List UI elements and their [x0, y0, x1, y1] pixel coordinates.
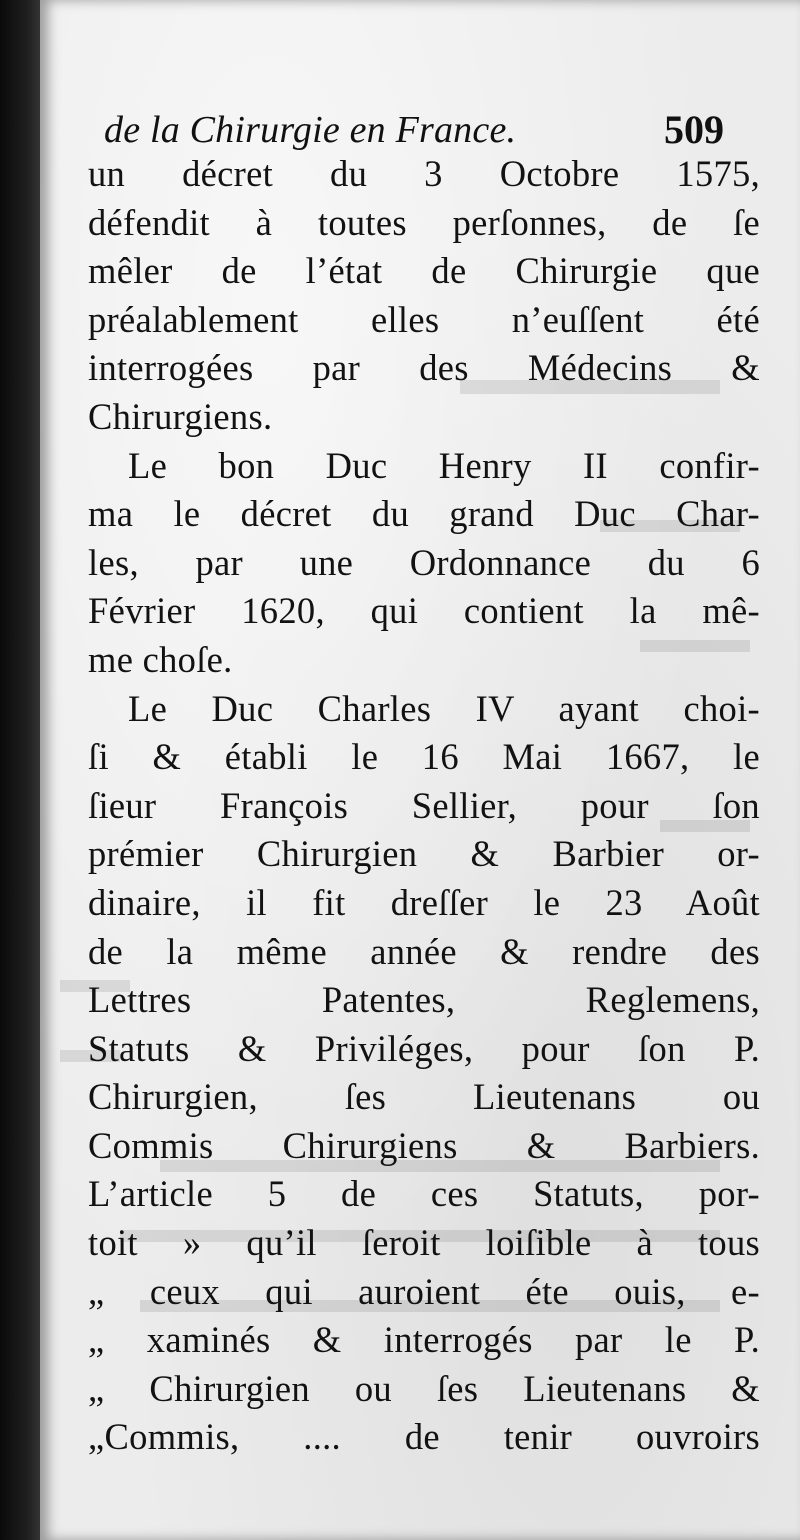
text-line: Commis Chirurgiens & Barbiers.	[88, 1124, 760, 1166]
text-line: prémier Chirurgien & Barbier or-	[88, 833, 760, 875]
text-line: L’article 5 de ces Statuts, por-	[88, 1173, 760, 1215]
text-line: dinaire, il fit dreſſer le 23 Août	[88, 881, 760, 923]
text-line: de la même année & rendre des	[88, 930, 760, 972]
text-line: „ Chirurgien ou ſes Lieutenans &	[88, 1367, 760, 1409]
text-line: ſi & établi le 16 Mai 1667, le	[88, 736, 760, 778]
text-line: Février 1620, qui contient la mê-	[88, 590, 760, 632]
text-line: un décret du 3 Octobre 1575,	[88, 153, 760, 194]
text-line: Lettres Patentes, Reglemens,	[88, 979, 760, 1021]
text-line: préalablement elles n’euſſent été	[88, 298, 760, 340]
text-line: me choſe.	[88, 638, 233, 680]
text-line: interrogées par des Médecins &	[88, 347, 760, 389]
text-line: „ ceux qui auroient éte ouis, e-	[88, 1270, 760, 1312]
text-line: ma le décret du grand Duc Char-	[88, 493, 760, 535]
text-line: ſieur François Sellier, pour ſon	[88, 784, 760, 826]
text-line: „ xaminés & interrogés par le P.	[88, 1319, 760, 1361]
text-line: défendit à toutes perſonnes, de ſe	[88, 201, 760, 243]
text-line: Statuts & Priviléges, pour ſon P.	[88, 1027, 760, 1069]
body-text	[88, 150, 760, 1462]
text-line: les, par une Ordonnance du 6	[88, 541, 760, 583]
book-gutter	[0, 0, 44, 1540]
text-line: Chirurgiens.	[88, 395, 273, 437]
text-line: Chirurgien, ſes Lieutenans ou	[88, 1076, 760, 1118]
text-line: mêler de l’état de Chirurgie que	[88, 250, 760, 292]
text-line: Le Duc Charles IV ayant choi-	[128, 687, 760, 729]
text-line: „Commis, .... de tenir ouvroirs	[88, 1416, 760, 1458]
text-line: toit » qu’il ſeroit loiſible à tous	[88, 1222, 760, 1264]
book-page	[40, 0, 800, 1540]
running-title: de la Chirurgie en France.	[104, 109, 517, 151]
page-number: 509	[664, 107, 724, 152]
text-line: Le bon Duc Henry II confir-	[128, 444, 760, 486]
